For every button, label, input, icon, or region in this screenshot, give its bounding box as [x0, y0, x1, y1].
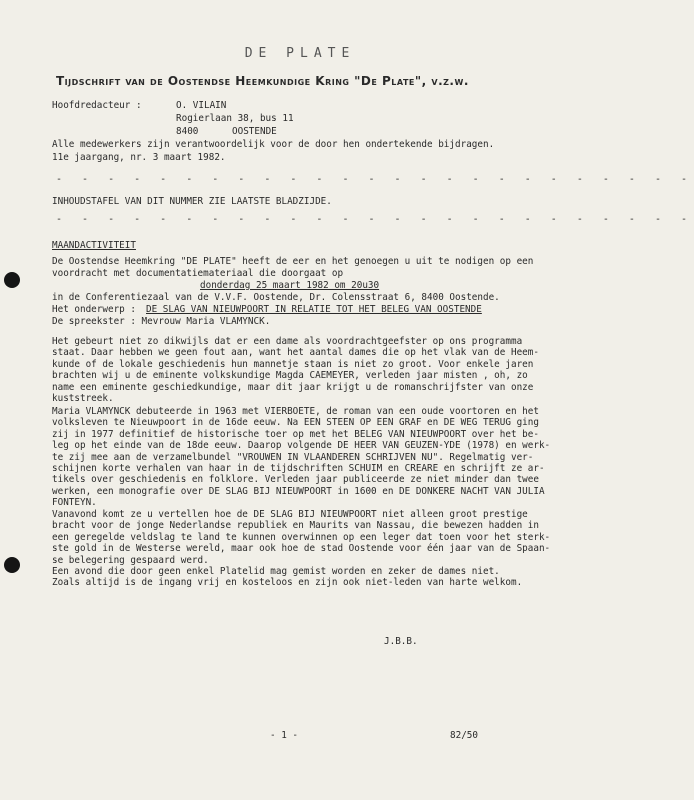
masthead-subtitle: Tijdschrift van de Oostendse Heemkundige Kring "De Plate", v.z.w. — [56, 74, 469, 88]
text-line: Maria VLAMYNCK debuteerde in 1963 met VIERBOETE, de roman van een oude voortoren en het — [52, 406, 539, 417]
subject-label: Het onderwerp : — [52, 304, 136, 315]
event-venue: in de Conferentiezaal van de V.V.F. Oostende, Dr. Colensstraat 6, 8400 Oostende. — [52, 292, 500, 303]
subject-title: DE SLAG VAN NIEUWPOORT IN RELATIE TOT HET BELEG VAN OOSTENDE — [146, 304, 482, 315]
editor-street: Rogierlaan 38, bus 11 — [176, 113, 294, 124]
text-line: volksleven te Nieuwpoort in de 16de eeuw. Na EEN STEEN OP EEN GRAF en DE WEG TERUG ging — [52, 417, 539, 429]
text-line: ste gold in de Westerse wereld, maar ook hoe de stad Oostende voor één jaar van de Spaan- — [52, 543, 551, 555]
editor-label: Hoofdredacteur : — [52, 100, 142, 111]
responsibility-note: Alle medewerkers zijn verantwoordelijk voor de door hen ondertekende bijdragen. — [52, 139, 495, 150]
dashed-separator: - - - - - - - - - - - - - - - - - - - - - - - - - — [56, 174, 694, 185]
text-line: staat. Daar hebben we geen fout aan, want het aantal dames die op het vlak van de Heem- — [52, 347, 539, 359]
editor-postcode: 8400 — [176, 126, 199, 137]
event-date: donderdag 25 maart 1982 om 20u30 — [200, 280, 380, 291]
document-reference: 82/50 — [450, 730, 478, 741]
text-line: kunde of de lokale geschiedenis hun mannetje staan is niet zo groot. Voor enkele jaren — [52, 358, 534, 370]
intro-line: voordracht met documentatiemateriaal die doorgaat op — [52, 268, 344, 279]
text-line: tikels over geschiedenis en folklore. Verleden jaar publiceerde ze niet minder dan twee — [52, 474, 539, 486]
issue-line: 11e jaargang, nr. 3 maart 1982. — [52, 152, 226, 163]
text-line: se belegering gespaard werd. — [52, 554, 209, 566]
text-line: name een eminente geschiedkundige, maar dit jaar krijgt u de romanschrijfster van onze — [52, 381, 534, 393]
dashed-separator: - - - - - - - - - - - - - - - - - - - - - - - - - — [56, 214, 694, 225]
text-line: werken, een monografie over DE SLAG BIJ NIEUWPOORT in 1600 en DE DONKERE NACHT VAN JULIA — [52, 485, 545, 497]
text-line: Vanavond komt ze u vertellen hoe de DE SLAG BIJ NIEUWPOORT niet alleen groot prestige — [52, 509, 528, 520]
text-line: Een avond die door geen enkel Platelid mag gemist worden en zeker de dames niet. — [52, 565, 500, 577]
paragraph-topic — [52, 509, 582, 589]
text-line: schijnen korte verhalen van haar in de tijdschriften SCHUIM en CREARE en schrijft ze ar- — [52, 462, 545, 474]
intro-line: De Oostendse Heemkring "DE PLATE" heeft de eer en het genoegen u uit te nodigen op een — [52, 256, 534, 267]
editor-name: O. VILAIN — [176, 100, 227, 111]
text-line: een geregelde veldslag te land te kunnen overwinnen op een leger dat toen voor het sterk- — [52, 531, 551, 543]
paragraph-biography — [52, 406, 582, 509]
text-line: brachten wij u de eminente volkskundige Magda CAEMEYER, verleden jaar misten , oh, zo — [52, 370, 528, 382]
punch-hole — [4, 557, 20, 573]
text-line: leg op het einde van de 18de eeuw. Daarop volgende DE HEER VAN GEUZEN-YDE (1978) en werk- — [52, 440, 551, 452]
paragraph-intro — [52, 336, 582, 404]
masthead-title: DE PLATE — [244, 46, 356, 61]
article-heading: MAANDACTIVITEIT — [52, 240, 136, 251]
text-line: Het gebeurt niet zo dikwijls dat er een dame als voordrachtgeefster op ons programma — [52, 336, 523, 347]
punch-hole — [4, 272, 20, 288]
text-line: kuststreek. — [52, 392, 114, 404]
text-line: Zoals altijd is de ingang vrij en kosteloos en zijn ook niet-leden van harte welkom. — [52, 577, 523, 589]
toc-notice: INHOUDSTAFEL VAN DIT NUMMER ZIE LAATSTE BLADZIJDE. — [52, 196, 332, 207]
page-number: - 1 - — [270, 730, 298, 741]
text-line: zij in 1977 definitief de historische toer op met het BELEG VAN NIEUWPOORT over het be- — [52, 428, 539, 440]
speaker-line: De spreekster : Mevrouw Maria VLAMYNCK. — [52, 316, 271, 327]
text-line: bracht voor de jonge Nederlandse republiek en Maurits van Nassau, die bewezen hadden in — [52, 520, 539, 532]
editor-city: OOSTENDE — [232, 126, 277, 137]
text-line: FONTEYN. — [52, 497, 97, 509]
text-line: te zij mee aan de verzamelbundel "VROUWEN IN VLAANDEREN SCHRIJVEN NU". Regelmatig ver- — [52, 451, 534, 463]
signature: J.B.B. — [384, 636, 418, 647]
